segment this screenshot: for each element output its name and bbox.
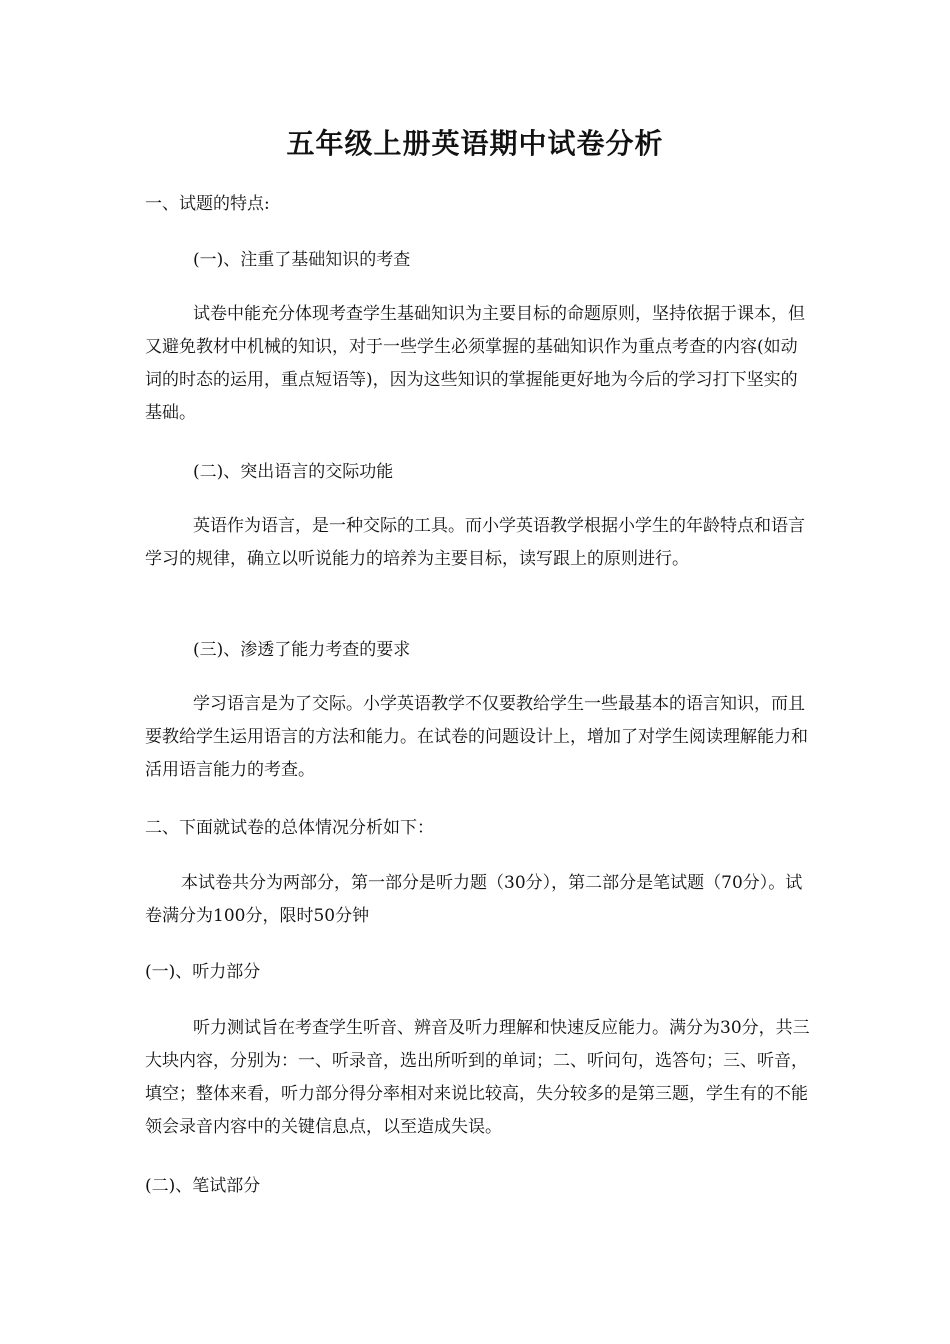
subsection-heading-1-1: (一)、注重了基础知识的考查 — [193, 250, 411, 270]
subsection-heading-1-3: (三)、渗透了能力考查的要求 — [193, 640, 411, 660]
paragraph-2-intro: 本试卷共分为两部分，第一部分是听力题（30分），第二部分是笔试题（70分）。试卷满分为100分，限时50分钟 — [145, 873, 803, 926]
subsection-heading-2-2: (二)、笔试部分 — [145, 1176, 261, 1196]
paragraph-1-2: 英语作为语言，是一种交际的工具。而小学英语教学根据小学生的年龄特点和语言学习的规律，确立以听说能力的培养为主要目标，读写跟上的原则进行。 — [145, 516, 805, 569]
document-title: 五年级上册英语期中试卷分析 — [286, 127, 664, 160]
subsection-heading-1-2: (二)、突出语言的交际功能 — [193, 462, 394, 482]
paragraph-2-1: 听力测试旨在考查学生听音、辨音及听力理解和快速反应能力。满分为30分，共三大块内容，分别为：一、听录音，选出所听到的单词；二、听问句，选答句；三、听音，填空；整体来看，听力部分得分率相对来说比较高，失分较多的是第三题，学生有的不能领会录音内容中的关键信息点，以至造成失误。 — [145, 1018, 810, 1137]
section-heading-2: 二、下面就试卷的总体情况分析如下： — [145, 818, 434, 838]
subsection-heading-2-1: (一)、听力部分 — [145, 962, 261, 982]
paragraph-1-1: 试卷中能充分体现考查学生基础知识为主要目标的命题原则，坚持依据于课本，但又避免教材中机械的知识，对于一些学生必须掌握的基础知识作为重点考查的内容(如动词的时态的运用，重点短语等)，因为这些知识的掌握能更好地为今后的学习打下坚实的基础。 — [145, 304, 805, 423]
section-heading-1: 一、试题的特点: — [145, 194, 270, 214]
paragraph-1-3: 学习语言是为了交际。小学英语教学不仅要教给学生一些最基本的语言知识，而且要教给学生运用语言的方法和能力。在试卷的问题设计上，增加了对学生阅读理解能力和活用语言能力的考查。 — [145, 694, 808, 780]
